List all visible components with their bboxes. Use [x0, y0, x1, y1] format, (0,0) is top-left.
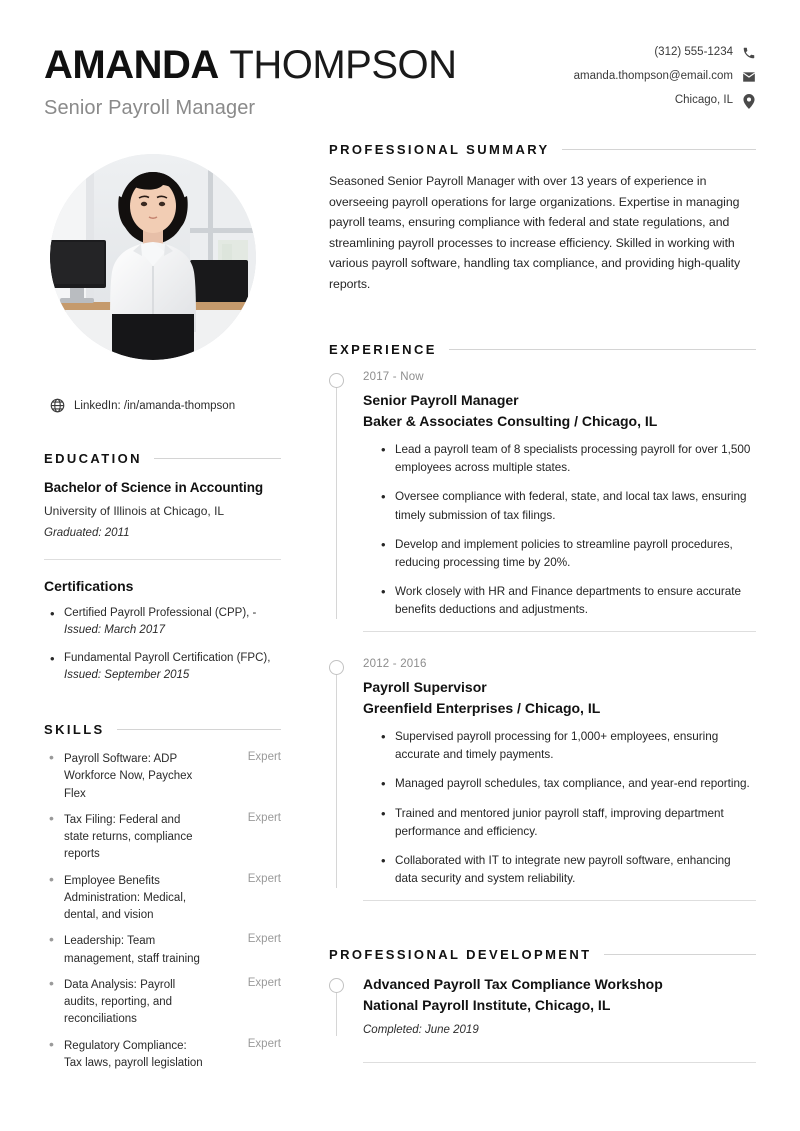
certification-issued: Issued: March 2017 — [64, 624, 166, 637]
list-item — [44, 751, 281, 803]
summary-text: Seasoned Senior Payroll Manager with over 13 years of experience in overseeing payroll operations for large organizations. Expertise in managing payroll teams, ensuring compliance with federal and state regulations, and streamlining payroll processes to increase efficiency. Skilled in working with various payroll software, handling tax compliance, and providing high-quality reports. — [329, 174, 741, 291]
experience-bullets — [363, 728, 756, 888]
divider — [44, 559, 281, 560]
summary-section — [329, 142, 756, 294]
professional-development-section — [329, 947, 756, 1063]
summary-heading-label: PROFESSIONAL SUMMARY — [329, 142, 550, 157]
heading-rule — [449, 349, 756, 350]
skill-name: • Tax Filing: Federal and state returns, compliance reports — [64, 813, 193, 861]
list-item: • Develop and implement policies to streamline payroll procedures, reducing processing time by 20%. — [379, 536, 756, 572]
skill-level: Expert — [247, 872, 281, 885]
phone-icon — [742, 46, 756, 60]
page-title — [44, 44, 457, 86]
linkedin-label: LinkedIn: /in/amanda-thompson — [74, 399, 236, 412]
experience-item — [329, 658, 756, 888]
heading-rule — [154, 458, 281, 459]
name-block — [44, 40, 457, 120]
list-item — [44, 873, 281, 925]
experience-dates: 2012 - 2016 — [363, 658, 427, 671]
heading-rule — [562, 149, 756, 150]
first-name: AMANDA — [44, 43, 219, 87]
certification-issued: Issued: September 2015 — [64, 669, 190, 682]
professional-development-organization: National Payroll Institute, Chicago, IL — [363, 997, 611, 1014]
list-item — [44, 977, 281, 1029]
list-item: • Supervised payroll processing for 1,000+ employees, ensuring accurate and timely payments. — [379, 728, 756, 764]
last-name: THOMPSON — [229, 43, 457, 87]
list-item: • Oversee compliance with federal, state, and local tax laws, ensuring timely submission of tax filings. — [379, 488, 756, 524]
contact-email[interactable] — [574, 70, 756, 84]
experience-role: Senior Payroll Manager — [363, 392, 519, 409]
contact-location[interactable] — [675, 94, 756, 108]
skills-heading-label: SKILLS — [44, 722, 105, 738]
education-heading — [44, 451, 281, 466]
sidebar-column — [44, 142, 299, 1081]
timeline-dot-icon — [329, 660, 344, 675]
linkedin-link[interactable] — [50, 398, 281, 413]
timeline-line — [336, 385, 337, 619]
professional-development-heading-label: PROFESSIONAL DEVELOPMENT — [329, 947, 592, 963]
list-item: • Lead a payroll team of 8 specialists processing payroll for over 1,500 employees across multiple states. — [379, 441, 756, 477]
experience-bullets — [363, 441, 756, 619]
list-item — [44, 812, 281, 864]
email-icon — [742, 70, 756, 84]
skills-heading — [44, 722, 281, 737]
skill-name: • Employee Benefits Administration: Medical, dental, and vision — [64, 874, 187, 922]
list-item — [44, 605, 281, 639]
skill-name: • Payroll Software: ADP Workforce Now, Paychex Flex — [64, 753, 193, 800]
job-title: Senior Payroll Manager — [44, 97, 256, 119]
certifications-heading: Certifications — [44, 578, 134, 594]
skill-level: Expert — [247, 976, 281, 989]
list-item: • Collaborated with IT to integrate new payroll software, enhancing data security and system reliability. — [379, 852, 756, 888]
contact-block — [574, 40, 756, 108]
contact-location-value: Chicago, IL — [674, 94, 733, 107]
resume-header — [44, 40, 756, 136]
timeline-dot-icon — [329, 373, 344, 388]
experience-heading-label: EXPERIENCE — [329, 342, 437, 358]
education-heading-label: EDUCATION — [44, 451, 142, 466]
skills-section — [44, 722, 281, 1072]
experience-heading — [329, 342, 756, 357]
professional-development-item — [329, 976, 756, 1036]
skill-level: Expert — [247, 1037, 281, 1050]
professional-development-date: Completed: June 2019 — [363, 1024, 479, 1037]
education-date: Graduated: 2011 — [44, 527, 130, 539]
list-item — [44, 933, 281, 968]
spacer — [329, 632, 756, 658]
resume-body — [44, 142, 756, 1081]
education-school: University of Illinois at Chicago, IL — [44, 504, 225, 518]
professional-development-title: Advanced Payroll Tax Compliance Workshop — [363, 976, 663, 993]
timeline-dot-icon — [329, 978, 344, 993]
heading-rule — [604, 954, 757, 955]
contact-phone-value: (312) 555-1234 — [654, 46, 733, 59]
certification-name: Fundamental Payroll Certification (FPC), — [64, 652, 271, 665]
contact-email-value: amanda.thompson@email.com — [573, 70, 733, 83]
experience-role: Payroll Supervisor — [363, 679, 487, 696]
list-item: • Trained and mentored junior payroll staff, improving department performance and efficiency. — [379, 805, 756, 841]
list-item: • Managed payroll schedules, tax compliance, and year-end reporting. — [379, 775, 756, 793]
summary-heading — [329, 142, 756, 157]
experience-company: Baker & Associates Consulting / Chicago, IL — [363, 413, 658, 430]
globe-icon — [50, 398, 65, 413]
experience-dates: 2017 - Now — [363, 371, 424, 384]
skills-list — [44, 751, 281, 1072]
list-item — [44, 650, 281, 684]
certifications-list — [44, 605, 281, 684]
heading-rule — [117, 729, 281, 730]
list-item: • Work closely with HR and Finance departments to ensure accurate benefits deductions and adjustments. — [379, 583, 756, 619]
timeline-line — [336, 672, 337, 888]
divider — [363, 900, 756, 901]
education-section — [44, 451, 281, 684]
experience-company: Greenfield Enterprises / Chicago, IL — [363, 700, 601, 717]
contact-phone[interactable] — [654, 46, 756, 60]
profile-photo — [50, 154, 256, 360]
list-item — [44, 1038, 281, 1073]
experience-item — [329, 371, 756, 619]
avatar — [50, 154, 256, 360]
certification-name: Certified Payroll Professional (CPP), - — [64, 607, 257, 619]
skill-name: • Data Analysis: Payroll audits, reporting, and reconciliations — [64, 978, 176, 1026]
timeline-line — [336, 990, 337, 1036]
professional-development-heading — [329, 947, 756, 962]
main-column — [299, 142, 756, 1081]
skill-level: Expert — [247, 933, 281, 946]
skill-level: Expert — [247, 811, 281, 824]
experience-section — [329, 342, 756, 901]
skill-name: • Leadership: Team management, staff training — [64, 935, 200, 965]
divider — [363, 1062, 756, 1063]
skill-name: • Regulatory Compliance: Tax laws, payroll legislation — [64, 1039, 203, 1069]
education-degree: Bachelor of Science in Accounting — [44, 480, 263, 495]
skill-level: Expert — [247, 751, 281, 764]
location-pin-icon — [742, 94, 756, 108]
